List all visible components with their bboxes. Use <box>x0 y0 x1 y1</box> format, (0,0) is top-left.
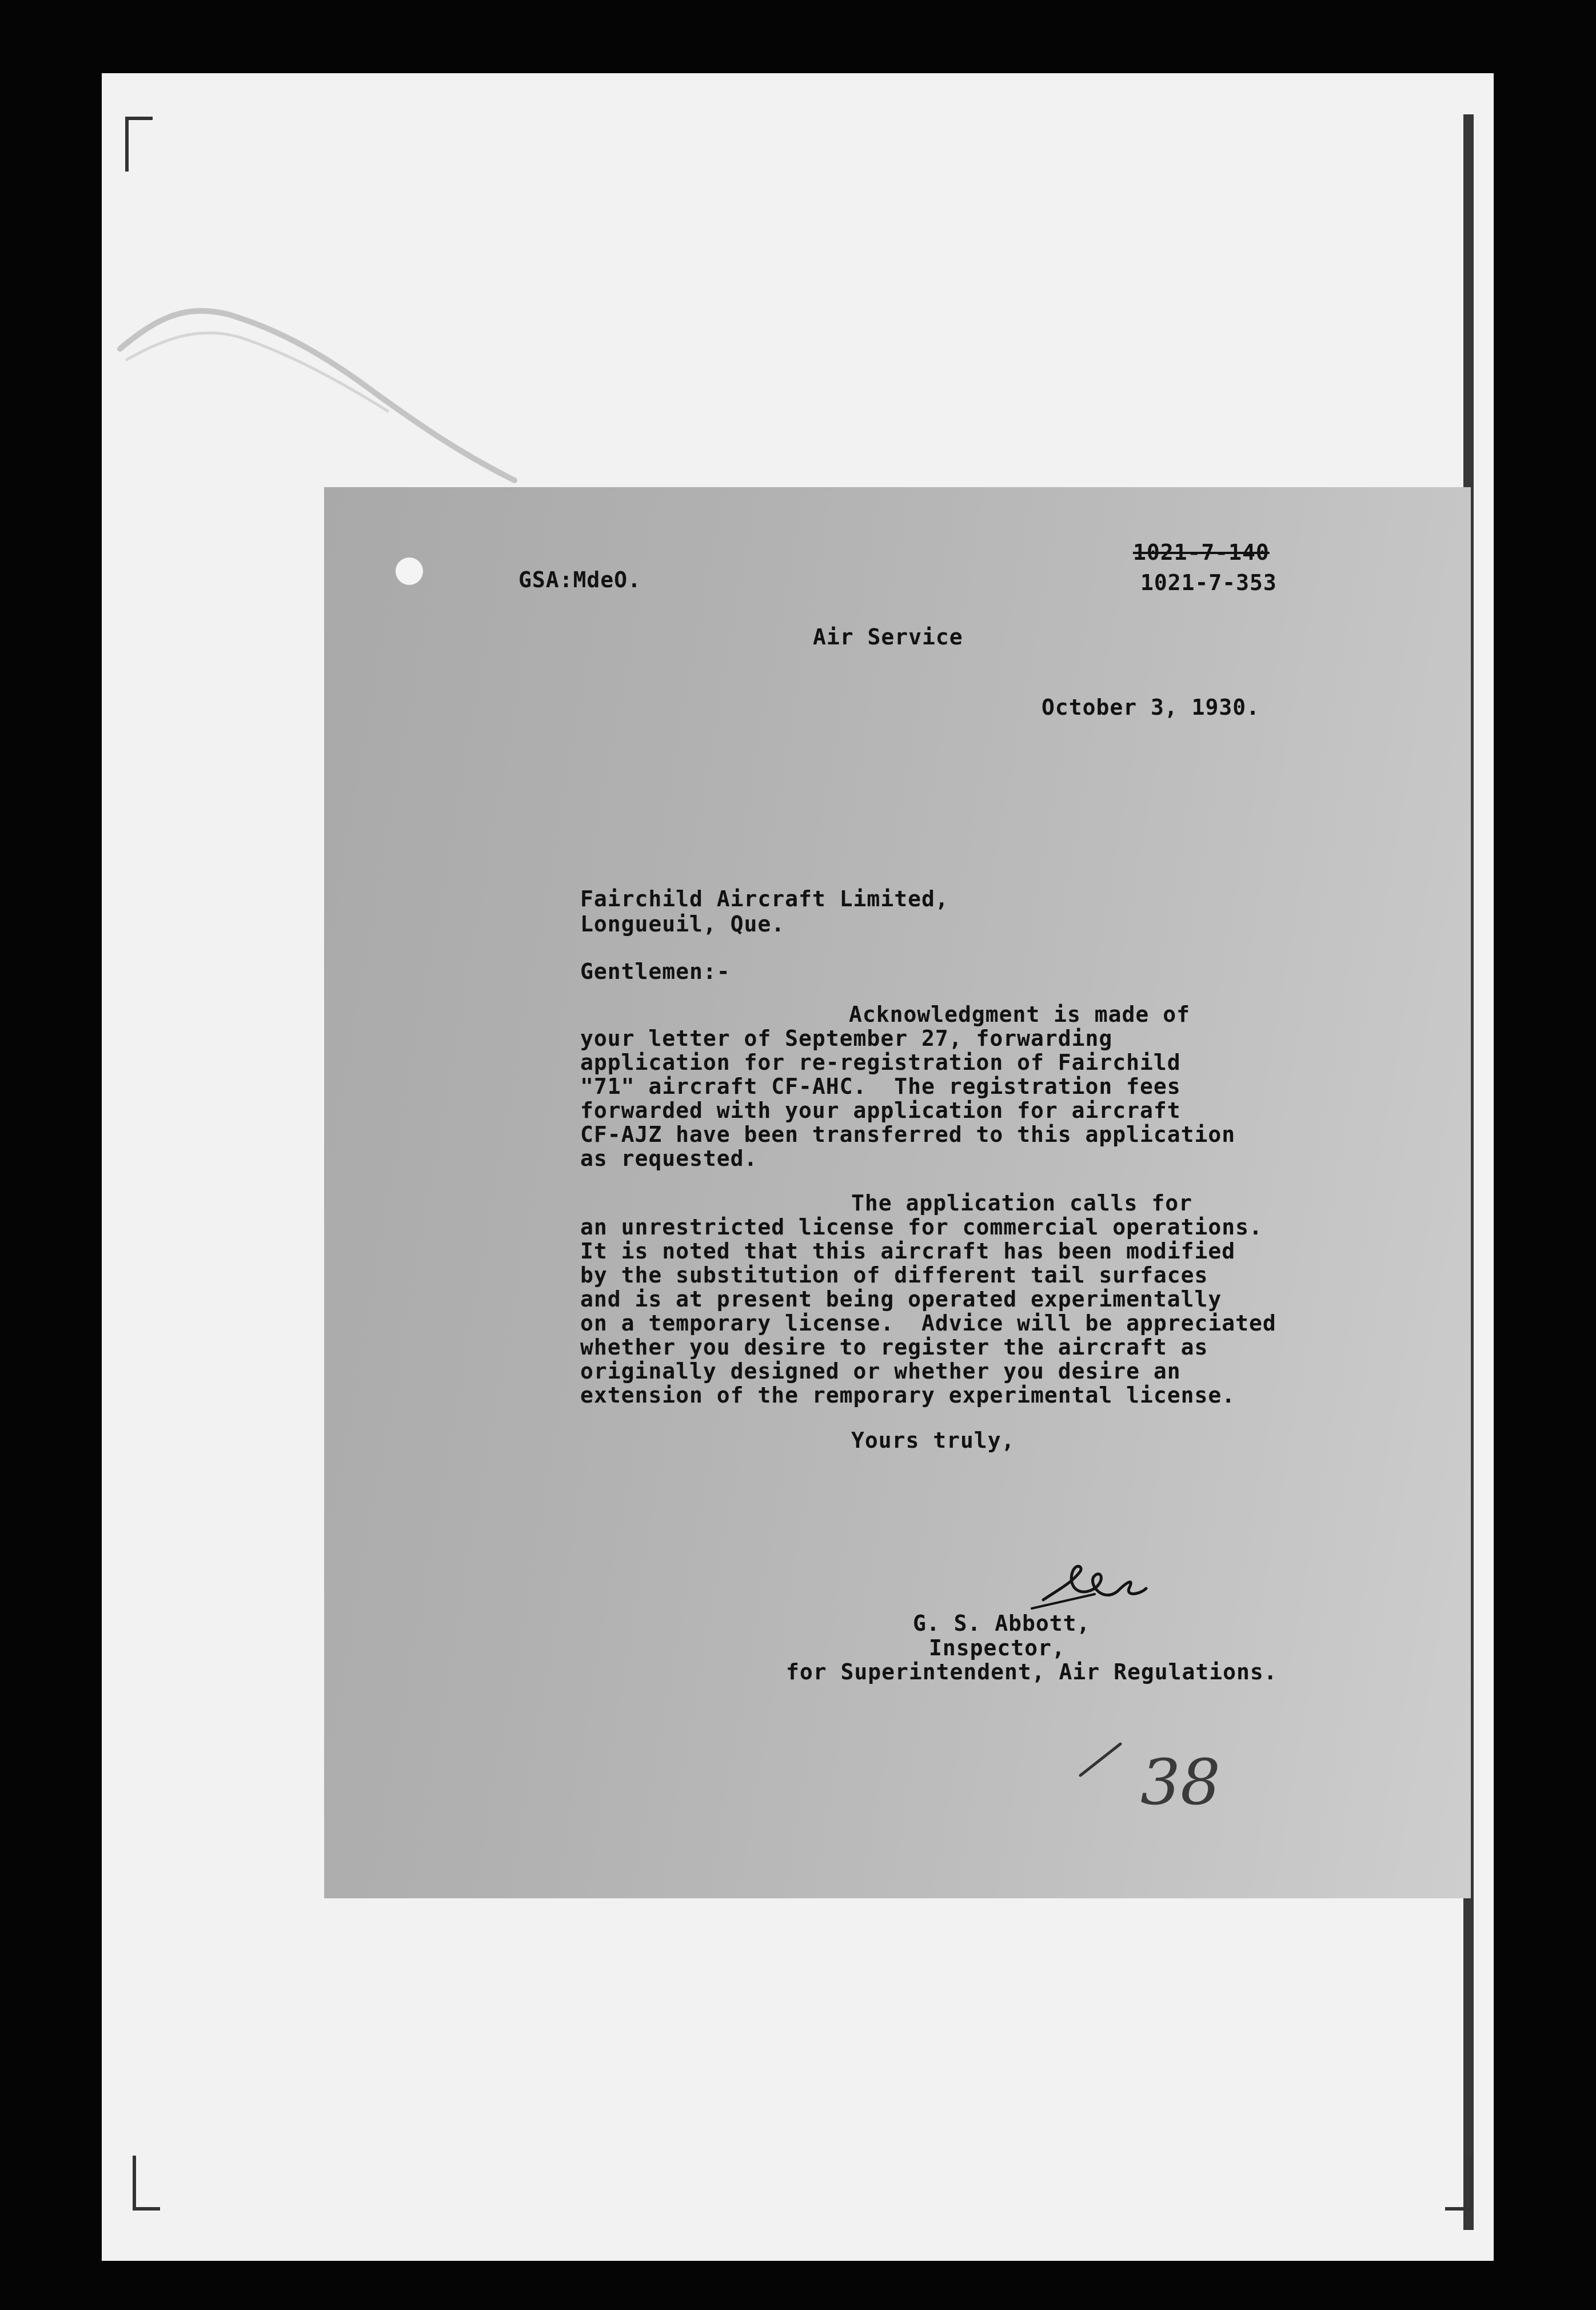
signatory-capacity: for Superintendent, Air Regulations. <box>786 1659 1278 1684</box>
file-reference: 1021-7-353 <box>1140 570 1277 595</box>
paragraph-line: as requested. <box>580 1146 758 1171</box>
paragraph-line: application for re-registration of Fairchild <box>580 1050 1181 1075</box>
handwritten-initials-signature <box>1026 1548 1180 1628</box>
file-reference-struck: 1021-7-140 <box>1133 540 1270 565</box>
paragraph-line: forwarded with your application for aircraft <box>580 1098 1181 1123</box>
handwritten-page-number <box>1075 1721 1235 1818</box>
page-number-text: 38 <box>1140 1746 1220 1818</box>
punch-hole <box>396 557 423 585</box>
paragraph-line: CF-AJZ have been transferred to this application <box>580 1122 1236 1147</box>
closing: Yours truly, <box>851 1428 1015 1453</box>
letter-date: October 3, 1930. <box>1042 695 1260 720</box>
paper-wrinkle-mark <box>114 297 526 492</box>
crop-mark-bottom-left <box>133 2156 160 2211</box>
typist-initials: GSA:MdeO. <box>518 567 641 592</box>
recipient-name: Fairchild Aircraft Limited, <box>580 886 949 911</box>
paragraph-line: by the substitution of different tail surfaces <box>580 1262 1208 1288</box>
paragraph-line: on a temporary license. Advice will be appreciated <box>580 1311 1276 1336</box>
salutation: Gentlemen:- <box>580 959 731 984</box>
paragraph-line: an unrestricted license for commercial operations. <box>580 1214 1263 1240</box>
paragraph-line: It is noted that this aircraft has been modified <box>580 1238 1236 1264</box>
crop-mark-bottom-right <box>1445 2156 1473 2211</box>
paragraph-line: extension of the remporary experimental license. <box>580 1383 1236 1408</box>
paragraph-line: your letter of September 27, forwarding <box>580 1026 1113 1051</box>
paragraph-line: "71" aircraft CF-AHC. The registration fees <box>580 1074 1181 1099</box>
letter-sheet <box>324 487 1471 1898</box>
department-heading: Air Service <box>813 624 963 650</box>
paragraph-line: Acknowledgment is made of <box>849 1002 1190 1027</box>
paragraph-line: The application calls for <box>851 1190 1192 1216</box>
signatory-title: Inspector, <box>929 1635 1066 1660</box>
paragraph-line: and is at present being operated experimentally <box>580 1287 1222 1312</box>
paragraph-line: whether you desire to register the aircraft as <box>580 1335 1208 1360</box>
paragraph-line: originally designed or whether you desire an <box>580 1359 1181 1384</box>
signatory-name: G. S. Abbott, <box>913 1611 1091 1636</box>
recipient-address: Longueuil, Que. <box>580 911 785 937</box>
crop-mark-top-left <box>125 117 153 172</box>
